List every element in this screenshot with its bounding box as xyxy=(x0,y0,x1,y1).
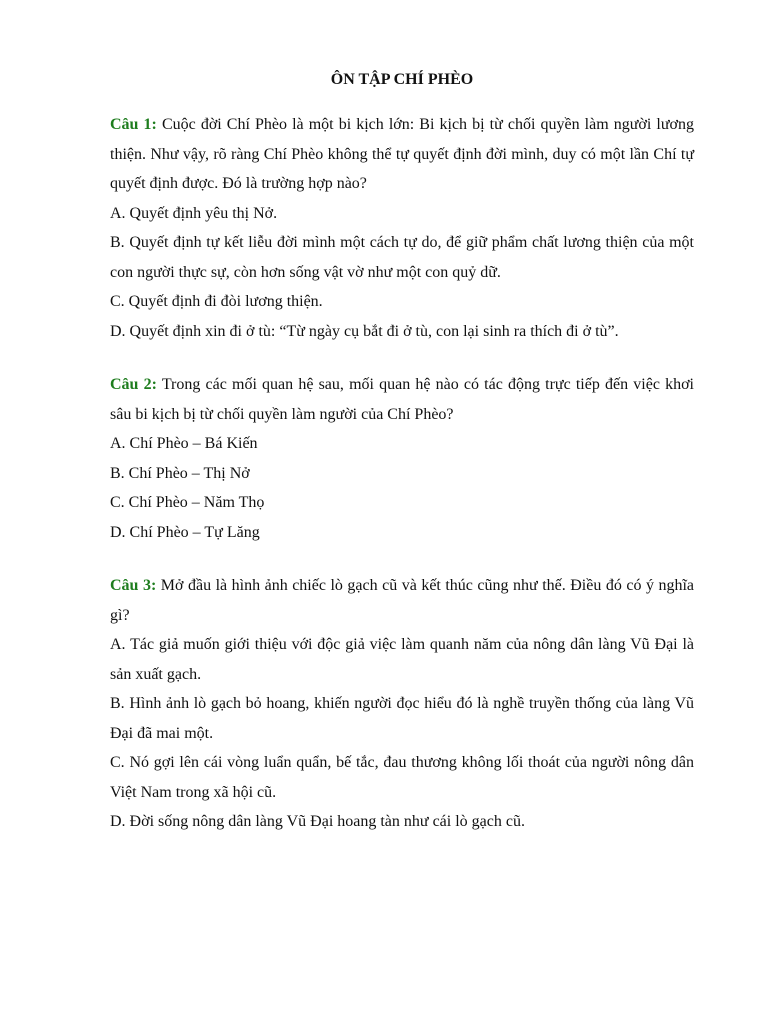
question-3-option-d: D. Đời sống nông dân làng Vũ Đại hoang tàn như cái lò gạch cũ. xyxy=(110,813,525,830)
question-1-option-b: B. Quyết định tự kết liễu đời mình một cách tự do, để giữ phẩm chất lương thiện của một con người thực sự, còn hơn sống vật vờ như một con quỷ dữ. xyxy=(110,234,694,281)
question-1-option-c: C. Quyết định đi đòi lương thiện. xyxy=(110,293,323,310)
document-page xyxy=(110,62,694,861)
question-2-text xyxy=(110,370,694,429)
question-3-body: Mở đầu là hình ảnh chiếc lò gạch cũ và kết thúc cũng như thế. Điều đó có ý nghĩa gì? xyxy=(110,577,695,624)
question-3-option-a: A. Tác giả muốn giới thiệu với độc giả việc làm quanh năm của nông dân làng Vũ Đại là sản xuất gạch. xyxy=(110,636,694,683)
question-1-label: Câu 1: xyxy=(110,116,157,133)
question-1-body: Cuộc đời Chí Phèo là một bi kịch lớn: Bi kịch bị từ chối quyền làm người lương thiện. Như vậy, rõ ràng Chí Phèo không thể tự quyết định đời mình, duy có một lần Chí tự quyết định được. Đó là trường hợp nào? xyxy=(110,116,695,192)
question-3 xyxy=(110,571,694,837)
question-2-option-c: C. Chí Phèo – Năm Thọ xyxy=(110,494,265,511)
question-3-label: Câu 3: xyxy=(110,577,157,594)
question-1 xyxy=(110,110,694,346)
question-2 xyxy=(110,370,694,547)
question-2-option-d: D. Chí Phèo – Tự Lăng xyxy=(110,523,260,541)
question-2-label: Câu 2: xyxy=(110,376,157,393)
question-2-option-b: B. Chí Phèo – Thị Nở xyxy=(110,464,250,482)
question-3-option-b: B. Hình ảnh lò gạch bỏ hoang, khiến người đọc hiểu đó là nghề truyền thống của làng Vũ Đại đã mai một. xyxy=(110,695,694,742)
question-3-text xyxy=(110,571,694,630)
question-1-option-d: D. Quyết định xin đi ở tù: “Từ ngày cụ bắt đi ở tù, con lại sinh ra thích đi ở tù”. xyxy=(110,322,619,340)
document-title: ÔN TẬP CHÍ PHÈO xyxy=(330,71,474,88)
question-1-text xyxy=(110,110,694,199)
question-1-option-a: A. Quyết định yêu thị Nở. xyxy=(110,204,278,222)
question-2-body: Trong các mối quan hệ sau, mối quan hệ nào có tác động trực tiếp đến việc khơi sâu bi kịch bị từ chối quyền làm người của Chí Phèo? xyxy=(110,376,695,423)
question-2-option-a: A. Chí Phèo – Bá Kiến xyxy=(110,435,258,452)
question-3-option-c: C. Nó gợi lên cái vòng luẩn quẩn, bế tắc, đau thương không lối thoát của người nông dân Việt Nam trong xã hội cũ. xyxy=(110,754,694,801)
